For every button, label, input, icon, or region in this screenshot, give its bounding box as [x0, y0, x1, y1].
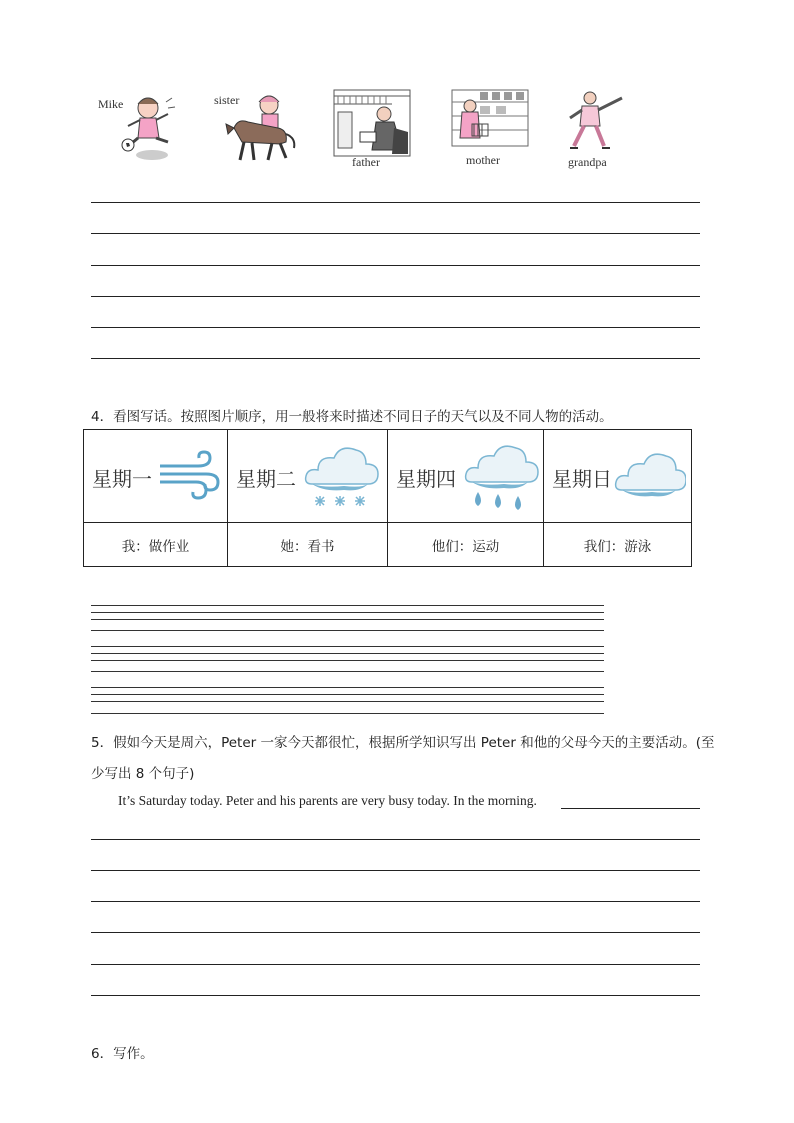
activity-cell: 我：做作业: [84, 523, 228, 567]
weather-cell-thursday: [388, 430, 544, 523]
weather-table: [83, 429, 692, 567]
writing-line[interactable]: [91, 671, 604, 672]
picture-grandpa: [562, 88, 642, 172]
writing-line[interactable]: [91, 612, 604, 613]
writing-line[interactable]: [91, 701, 604, 702]
writing-line[interactable]: [91, 233, 700, 234]
writing-line[interactable]: [91, 694, 604, 695]
tai-chi-icon: [562, 88, 642, 152]
rain-cloud-icon: [464, 438, 540, 518]
activity-cell: 她：看书: [228, 523, 388, 567]
question-4-prompt: 4．看图写话。按照图片顺序，用一般将来时描述不同日子的天气以及不同人物的活动。: [91, 409, 613, 425]
cloud-icon: [614, 450, 686, 500]
writing-line[interactable]: [91, 839, 700, 840]
activity-cell: 我们：游泳: [544, 523, 692, 567]
question-5-prompt: 5．假如今天是周六，Peter 一家今天都很忙，根据所学知识写出 Peter 和他的父母今天的主要活动。(至: [91, 735, 715, 751]
day-label: 星期一: [92, 467, 152, 491]
picture-label: mother: [466, 153, 500, 167]
wind-icon: [158, 450, 220, 500]
picture-sister: [212, 88, 307, 168]
picture-father: [332, 88, 412, 172]
picture-label: sister: [214, 93, 240, 107]
weather-cell-sunday: [544, 430, 692, 523]
question-6-prompt: 6．写作。: [91, 1046, 154, 1062]
picture-mike: [96, 90, 186, 170]
writing-line[interactable]: [91, 713, 604, 714]
picture-label: Mike: [98, 97, 124, 111]
writing-line[interactable]: [91, 358, 700, 359]
essay-blank[interactable]: [561, 808, 700, 809]
essay-opening: It’s Saturday today. Peter and his parents are very busy today. In the morning.: [118, 793, 537, 808]
writing-line[interactable]: [91, 660, 604, 661]
writing-line[interactable]: [91, 901, 700, 902]
writing-line[interactable]: [91, 653, 604, 654]
writing-line[interactable]: [91, 932, 700, 933]
writing-line[interactable]: [91, 296, 700, 297]
writing-line[interactable]: [91, 995, 700, 996]
question-5-prompt-cont: 少写出 8 个句子): [91, 766, 195, 782]
writing-line[interactable]: [91, 870, 700, 871]
writing-line[interactable]: [91, 646, 604, 647]
girl-horse-icon: [212, 88, 307, 168]
man-reading-icon: [332, 88, 412, 158]
picture-label: grandpa: [568, 155, 607, 169]
activity-cell: 他们：运动: [388, 523, 544, 567]
writing-line[interactable]: [91, 202, 700, 203]
writing-line[interactable]: [91, 265, 700, 266]
writing-line[interactable]: [91, 605, 604, 606]
writing-line[interactable]: [91, 327, 700, 328]
weather-cell-monday: [84, 430, 228, 523]
weather-cell-tuesday: [228, 430, 388, 523]
writing-line[interactable]: [91, 630, 604, 631]
writing-line[interactable]: [91, 964, 700, 965]
girl-football-icon: [96, 90, 186, 170]
writing-line[interactable]: [91, 619, 604, 620]
picture-mother: [450, 88, 530, 172]
day-label: 星期四: [396, 467, 456, 491]
picture-label: father: [352, 155, 380, 169]
day-label: 星期二: [236, 467, 296, 491]
day-label: 星期日: [552, 467, 612, 491]
woman-shopping-icon: [450, 88, 530, 150]
snow-cloud-icon: [304, 440, 380, 512]
writing-line[interactable]: [91, 687, 604, 688]
